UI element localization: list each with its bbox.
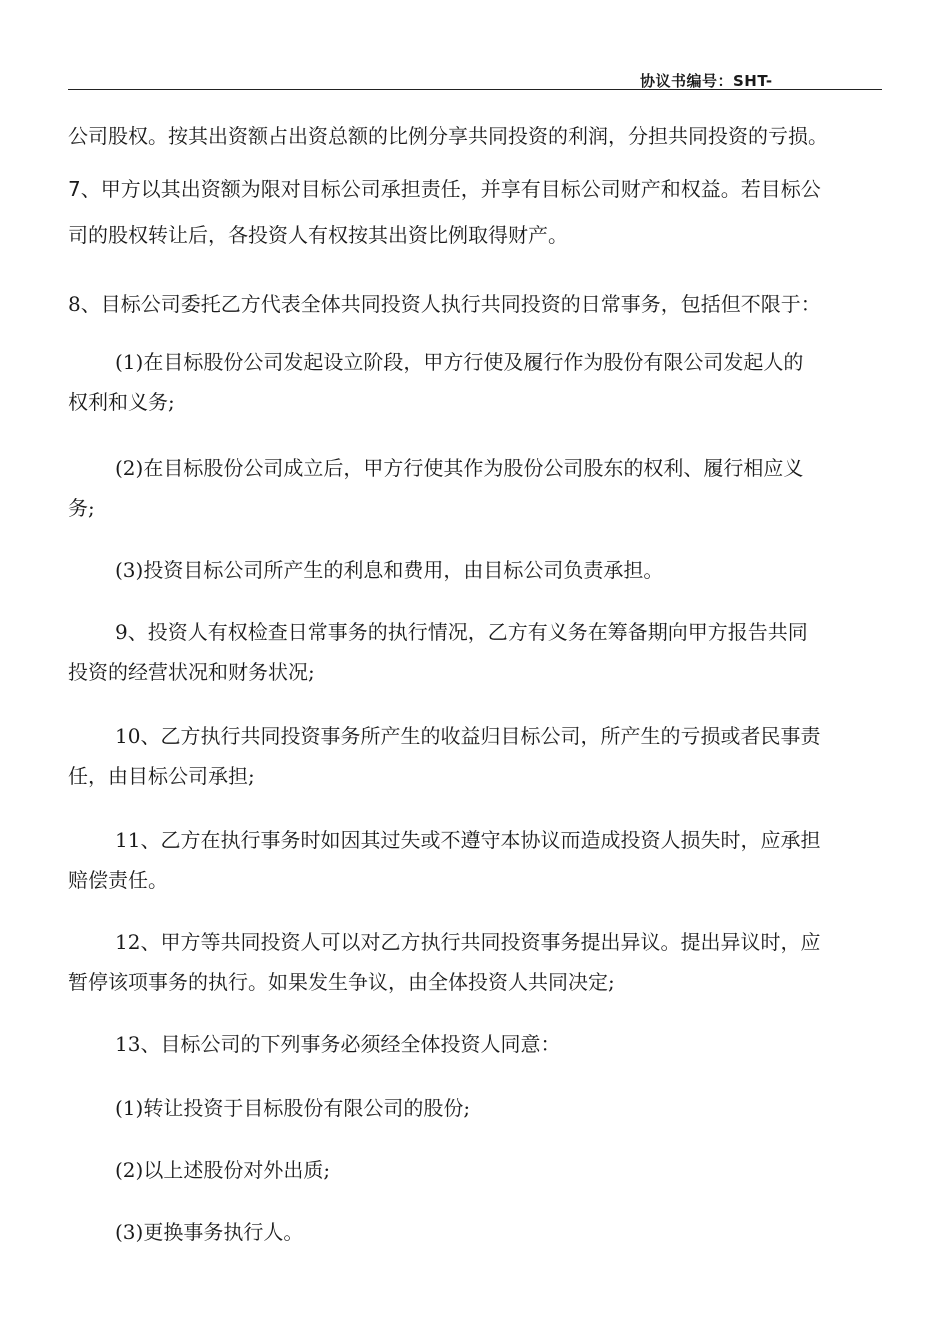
- text-line: 务;: [68, 496, 95, 520]
- text-line: 任，由目标公司承担;: [68, 764, 255, 788]
- text-line: 13、目标公司的下列事务必须经全体投资人同意：: [115, 1032, 561, 1056]
- text-line: 11、乙方在执行事务时如因其过失或不遵守本协议而造成投资人损失时，应承担: [115, 828, 821, 852]
- text-line: (2)在目标股份公司成立后，甲方行使其作为股份公司股东的权利、履行相应义: [115, 456, 804, 480]
- text-line: (3)更换事务执行人。: [115, 1220, 304, 1244]
- paragraph-13-1: [68, 1088, 882, 1128]
- text-line: 9、投资人有权检查日常事务的执行情况，乙方有义务在筹备期向甲方报告共同: [115, 620, 808, 644]
- text-line: (1)转让投资于目标股份有限公司的股份;: [115, 1096, 471, 1120]
- paragraph-8: [68, 284, 882, 324]
- text-line: 8、目标公司委托乙方代表全体共同投资人执行共同投资的日常事务，包括但不限于：: [68, 292, 821, 316]
- text-line: 司的股权转让后，各投资人有权按其出资比例取得财产。: [68, 223, 568, 247]
- paragraph-8-3: [68, 550, 882, 590]
- paragraph-13: [68, 1024, 882, 1064]
- paragraph-8-1: [68, 342, 882, 422]
- text-line: 12、甲方等共同投资人可以对乙方执行共同投资事务提出异议。提出异议时，应: [115, 930, 821, 954]
- text-line: 10、乙方执行共同投资事务所产生的收益归目标公司，所产生的亏损或者民事责: [115, 724, 821, 748]
- text-line: (2)以上述股份对外出质;: [115, 1158, 331, 1182]
- header-divider: [68, 89, 882, 90]
- paragraph-10: [68, 716, 882, 796]
- agreement-number: 协议书编号：SHT-: [640, 72, 773, 90]
- paragraph-7: [68, 166, 882, 258]
- text-line: 公司股权。按其出资额占出资总额的比例分享共同投资的利润，分担共同投资的亏损。: [68, 124, 828, 148]
- text-line: 暂停该项事务的执行。如果发生争议，由全体投资人共同决定;: [68, 970, 615, 994]
- paragraph-13-2: [68, 1150, 882, 1190]
- text-line: 权利和义务;: [68, 390, 175, 414]
- paragraph-12: [68, 922, 882, 1002]
- text-line: (3)投资目标公司所产生的利息和费用，由目标公司负责承担。: [115, 558, 664, 582]
- paragraph-8-2: [68, 448, 882, 528]
- paragraph-11: [68, 820, 882, 900]
- paragraph-9: [68, 612, 882, 692]
- text-line: (1)在目标股份公司发起设立阶段，甲方行使及履行作为股份有限公司发起人的: [115, 350, 804, 374]
- text-line: 赔偿责任。: [68, 868, 168, 892]
- paragraph-13-3: [68, 1212, 882, 1252]
- text-line: 7、甲方以其出资额为限对目标公司承担责任，并享有目标公司财产和权益。若目标公: [68, 177, 821, 201]
- text-line: 投资的经营状况和财务状况;: [68, 660, 315, 684]
- paragraph-continued: [68, 116, 882, 156]
